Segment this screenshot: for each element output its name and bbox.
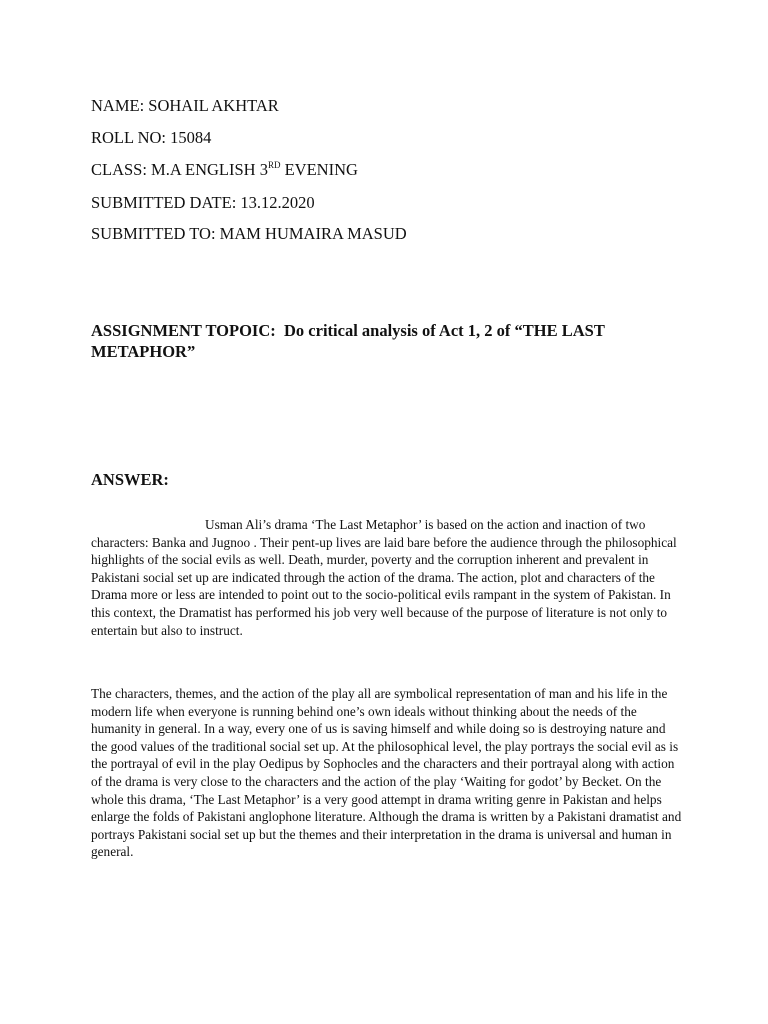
topic-label: ASSIGNMENT TOPOIC:: [91, 321, 276, 340]
class-prefix: CLASS: M.A ENGLISH 3: [91, 160, 268, 179]
class-superscript: RD: [267, 159, 281, 170]
topic-text: Do critical analysis of Act 1, 2 of “THE LAST METAPHOR”: [91, 321, 605, 361]
answer-heading: ANSWER:: [91, 470, 169, 489]
submitted-to: SUBMITTED TO: MAM HUMAIRA MASUD: [91, 224, 407, 243]
class-line: [91, 160, 358, 180]
submitted-date: SUBMITTED DATE: 13.12.2020: [91, 193, 315, 212]
roll-number: ROLL NO: 15084: [91, 128, 212, 147]
paragraph-2: The characters, themes, and the action of the play all are symbolical representation of man and his life in the modern life when everyone is running behind one’s own ideals without thinking about the needs of the humanity in general. In a way, every one of us is saving himself and while doing so is destroying nature and the good values of the traditional social set up. At the philosophical level, the play portrays the social evil as is the portrayal of evil in the play Oedipus by Sophocles and the characters and their portrayal along with action of the drama is very close to the characters and the action of the play ‘Waiting for godot’ by Becket. On the whole this drama, ‘The Last Metaphor’ is a very good attempt in drama writing genre in Pakistan and helps enlarge the folds of Pakistani anglophone literature. Although the drama is written by a Pakistani dramatist and portrays Pakistani social set up but the themes and their interpretation in the drama is universal and human in general.: [91, 686, 682, 860]
paragraph-1-text: Usman Ali’s drama ‘The Last Metaphor’ is based on the action and inaction of two characters: Banka and Jugnoo . Their pent-up lives are laid bare before the audience through the philosophical highlights of the social evils as well. Death, murder, poverty and the corruption inherent and prevalent in Pakistani social set up are indicated through the action of the drama. The action, plot and characters of the Drama more or less are intended to point out to the socio-political evils rampant in the system of Pakistan. In this context, the Dramatist has performed his job very well because of the purpose of literature is not only to entertain but also to instruct.: [91, 517, 677, 638]
class-suffix: EVENING: [280, 160, 358, 179]
assignment-topic: [91, 320, 691, 362]
paragraph-1: [91, 516, 683, 639]
student-name: NAME: SOHAIL AKHTAR: [91, 96, 279, 115]
